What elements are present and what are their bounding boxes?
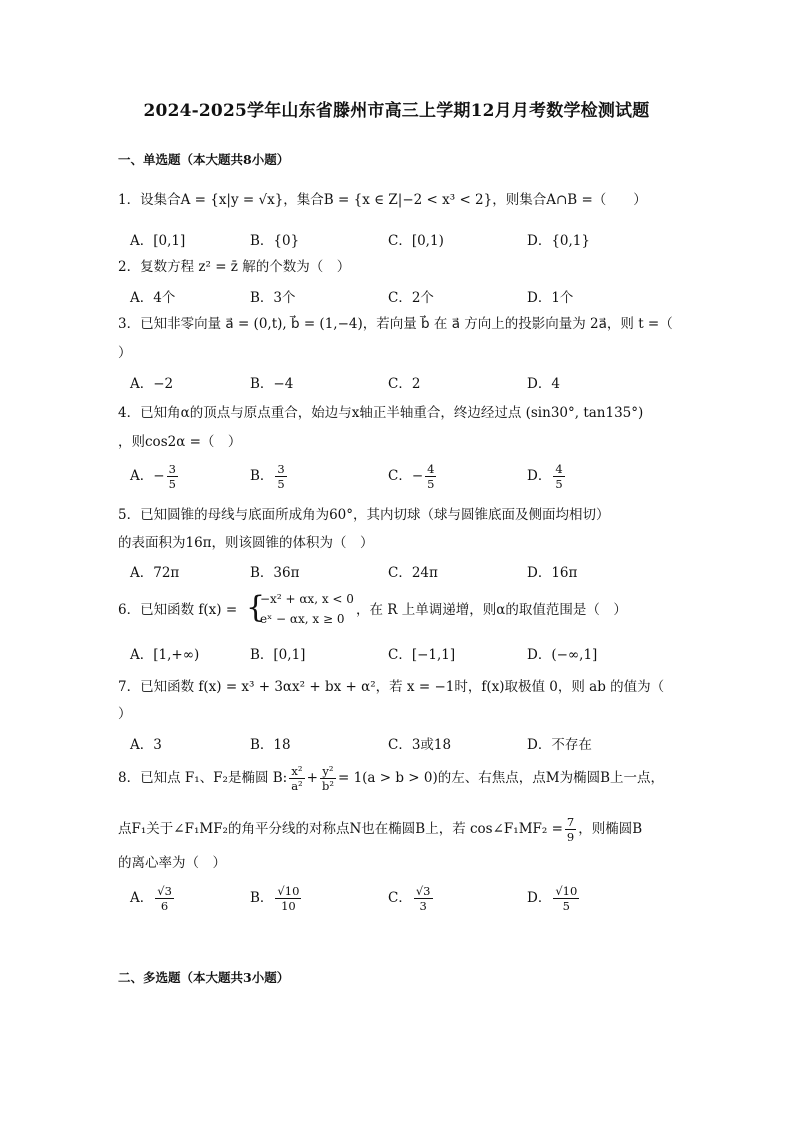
option-c: C．[−1,1] [388,647,456,663]
option-c: C．2个 [388,290,434,306]
option-a: A．−2 [130,376,174,392]
fraction [155,884,174,913]
numerator: √10 [555,884,578,898]
option-d: D．不存在 [527,737,592,753]
question-7-stem: 7．已知函数 f(x) = x³ + 3αx² + bx + α²，若 x = −1时，f(x)取极值 0，则 ab 的值为（ [118,679,665,695]
option-a [130,462,180,491]
question-8-stem [118,764,678,798]
denominator: 3 [419,899,427,913]
option-a-label: A． [130,890,154,906]
option-d [527,884,581,913]
denominator: 5 [562,899,570,913]
question-6-stem [118,588,678,632]
option-c [388,884,435,913]
section-heading-multiple-choice: 二、多选题（本大题共3小题） [118,970,290,985]
denominator: 5 [427,477,435,491]
denominator: 5 [168,477,176,491]
denominator: 5 [277,477,285,491]
question-3-options [130,372,690,396]
question-8-line2-tail: ，则椭圆B [578,821,643,837]
option-c [388,462,438,491]
option-c: C．2 [388,376,421,392]
question-3-stem-cont: ） [118,345,132,361]
option-c-label: C．− [388,468,424,484]
numerator: 4 [427,462,435,476]
option-d: D．{0,1} [527,233,590,249]
option-a: A．[0,1] [130,233,186,249]
numerator: x² [289,764,304,779]
question-4-stem-cont: ，则cos2α =（ ） [118,434,242,450]
fraction [414,884,433,913]
question-6-options [130,643,690,667]
option-b: B．[0,1] [250,647,306,663]
question-8-options [130,884,690,920]
fraction-x [289,764,304,793]
question-5-stem: 5．已知圆锥的母线与底面所成角为60°，其内切球（球与圆锥底面及侧面均相切） [118,507,610,523]
numerator: √3 [415,884,431,898]
option-c: C．[0,1) [388,233,444,249]
option-d [527,462,567,491]
brace-icon: { [246,590,266,625]
option-a [130,884,176,913]
fraction [553,884,579,913]
option-d: D．1个 [527,290,574,306]
piecewise-case-2: eˣ − αx, x ≥ 0 [260,612,345,626]
denominator: 6 [160,899,169,913]
option-b-label: B． [250,890,274,906]
option-c-label: C． [388,890,412,906]
option-a-label: A．− [130,468,165,484]
question-4-options [130,462,690,496]
page-title: 2024-2025学年山东省滕州市高三上学期12月月考数学检测试题 [143,101,650,121]
question-8-stem-line2 [118,815,678,849]
option-a: A．[1,+∞) [130,647,200,663]
option-a: A．4个 [130,290,176,306]
question-1-stem: 1．设集合A = {x|y = √x}，集合B = {x ∈ Z|−2 < x³ < 2}，则集合A∩B =（ ） [118,192,647,208]
numerator: y² [320,764,336,779]
numerator: 4 [555,462,563,476]
fraction [425,462,436,491]
option-d-label: D． [527,890,552,906]
question-5-options [130,561,690,585]
option-b: B．{0} [250,233,300,249]
option-b: B．36π [250,565,300,581]
question-8-stem-line3: 的离心率为（ ） [118,855,226,871]
fraction [275,884,301,913]
fraction [275,462,286,491]
option-a: A．72π [130,565,180,581]
option-b [250,884,303,913]
denominator: 10 [281,899,296,913]
question-6-stem-tail: ，在 R 上单调递增，则α的取值范围是（ ） [356,602,627,618]
question-1-options [130,229,690,253]
numerator: √10 [277,884,300,898]
option-b: B．18 [250,737,291,753]
denominator: 5 [555,477,563,491]
question-2-options [130,286,690,310]
question-8-stem-lead: 8．已知点 F₁、F₂是椭圆 B: [118,770,288,786]
plus-sign: + [306,770,318,786]
denominator: a² [291,779,303,793]
option-c: C．3或18 [388,737,452,753]
piecewise-case-1: −x² + αx, x < 0 [260,592,354,606]
option-b: B．−4 [250,376,294,392]
numerator: √3 [157,884,172,898]
option-a: A．3 [130,737,162,753]
section-heading-single-choice: 一、单选题（本大题共8小题） [118,152,290,167]
question-7-options [130,733,690,757]
option-b-label: B． [250,468,274,484]
numerator: 3 [168,462,176,476]
numerator: 3 [277,462,285,476]
option-d-label: D． [527,468,552,484]
question-6-stem-lead: 6．已知函数 f(x) = [118,602,238,618]
option-d: D．(−∞,1] [527,647,598,663]
numerator: 7 [566,815,575,829]
question-8-line2-lead: 点F₁关于∠F₁MF₂的角平分线的对称点N也在椭圆B上，若 cos∠F₁MF₂ = [118,821,563,837]
option-b: B．3个 [250,290,296,306]
fraction [553,462,564,491]
option-d: D．4 [527,376,560,392]
denominator: 9 [566,830,575,844]
fraction-y [320,764,336,793]
denominator: b² [321,779,334,793]
question-5-stem-cont: 的表面积为16π，则该圆锥的体积为（ ） [118,535,374,551]
question-7-stem-cont: ） [118,706,132,722]
question-3-stem: 3．已知非零向量 a⃗ = (0,t), b⃗ = (1,−4)，若向量 b⃗ 在 a⃗ 方向上的投影向量为 2a⃗，则 t =（ [118,316,673,332]
option-c: C．24π [388,565,438,581]
option-b [250,462,289,491]
question-8-stem-tail: = 1(a > b > 0)的左、右焦点，点M为椭圆B上一点， [337,770,665,786]
question-2-stem: 2．复数方程 z² = z̄ 解的个数为（ ） [118,259,351,275]
fraction-cos [565,815,576,844]
fraction [167,462,178,491]
option-d: D．16π [527,565,578,581]
question-4-stem: 4．已知角α的顶点与原点重合，始边与x轴正半轴重合，终边经过点 (sin30°, tan135°) [118,405,644,421]
